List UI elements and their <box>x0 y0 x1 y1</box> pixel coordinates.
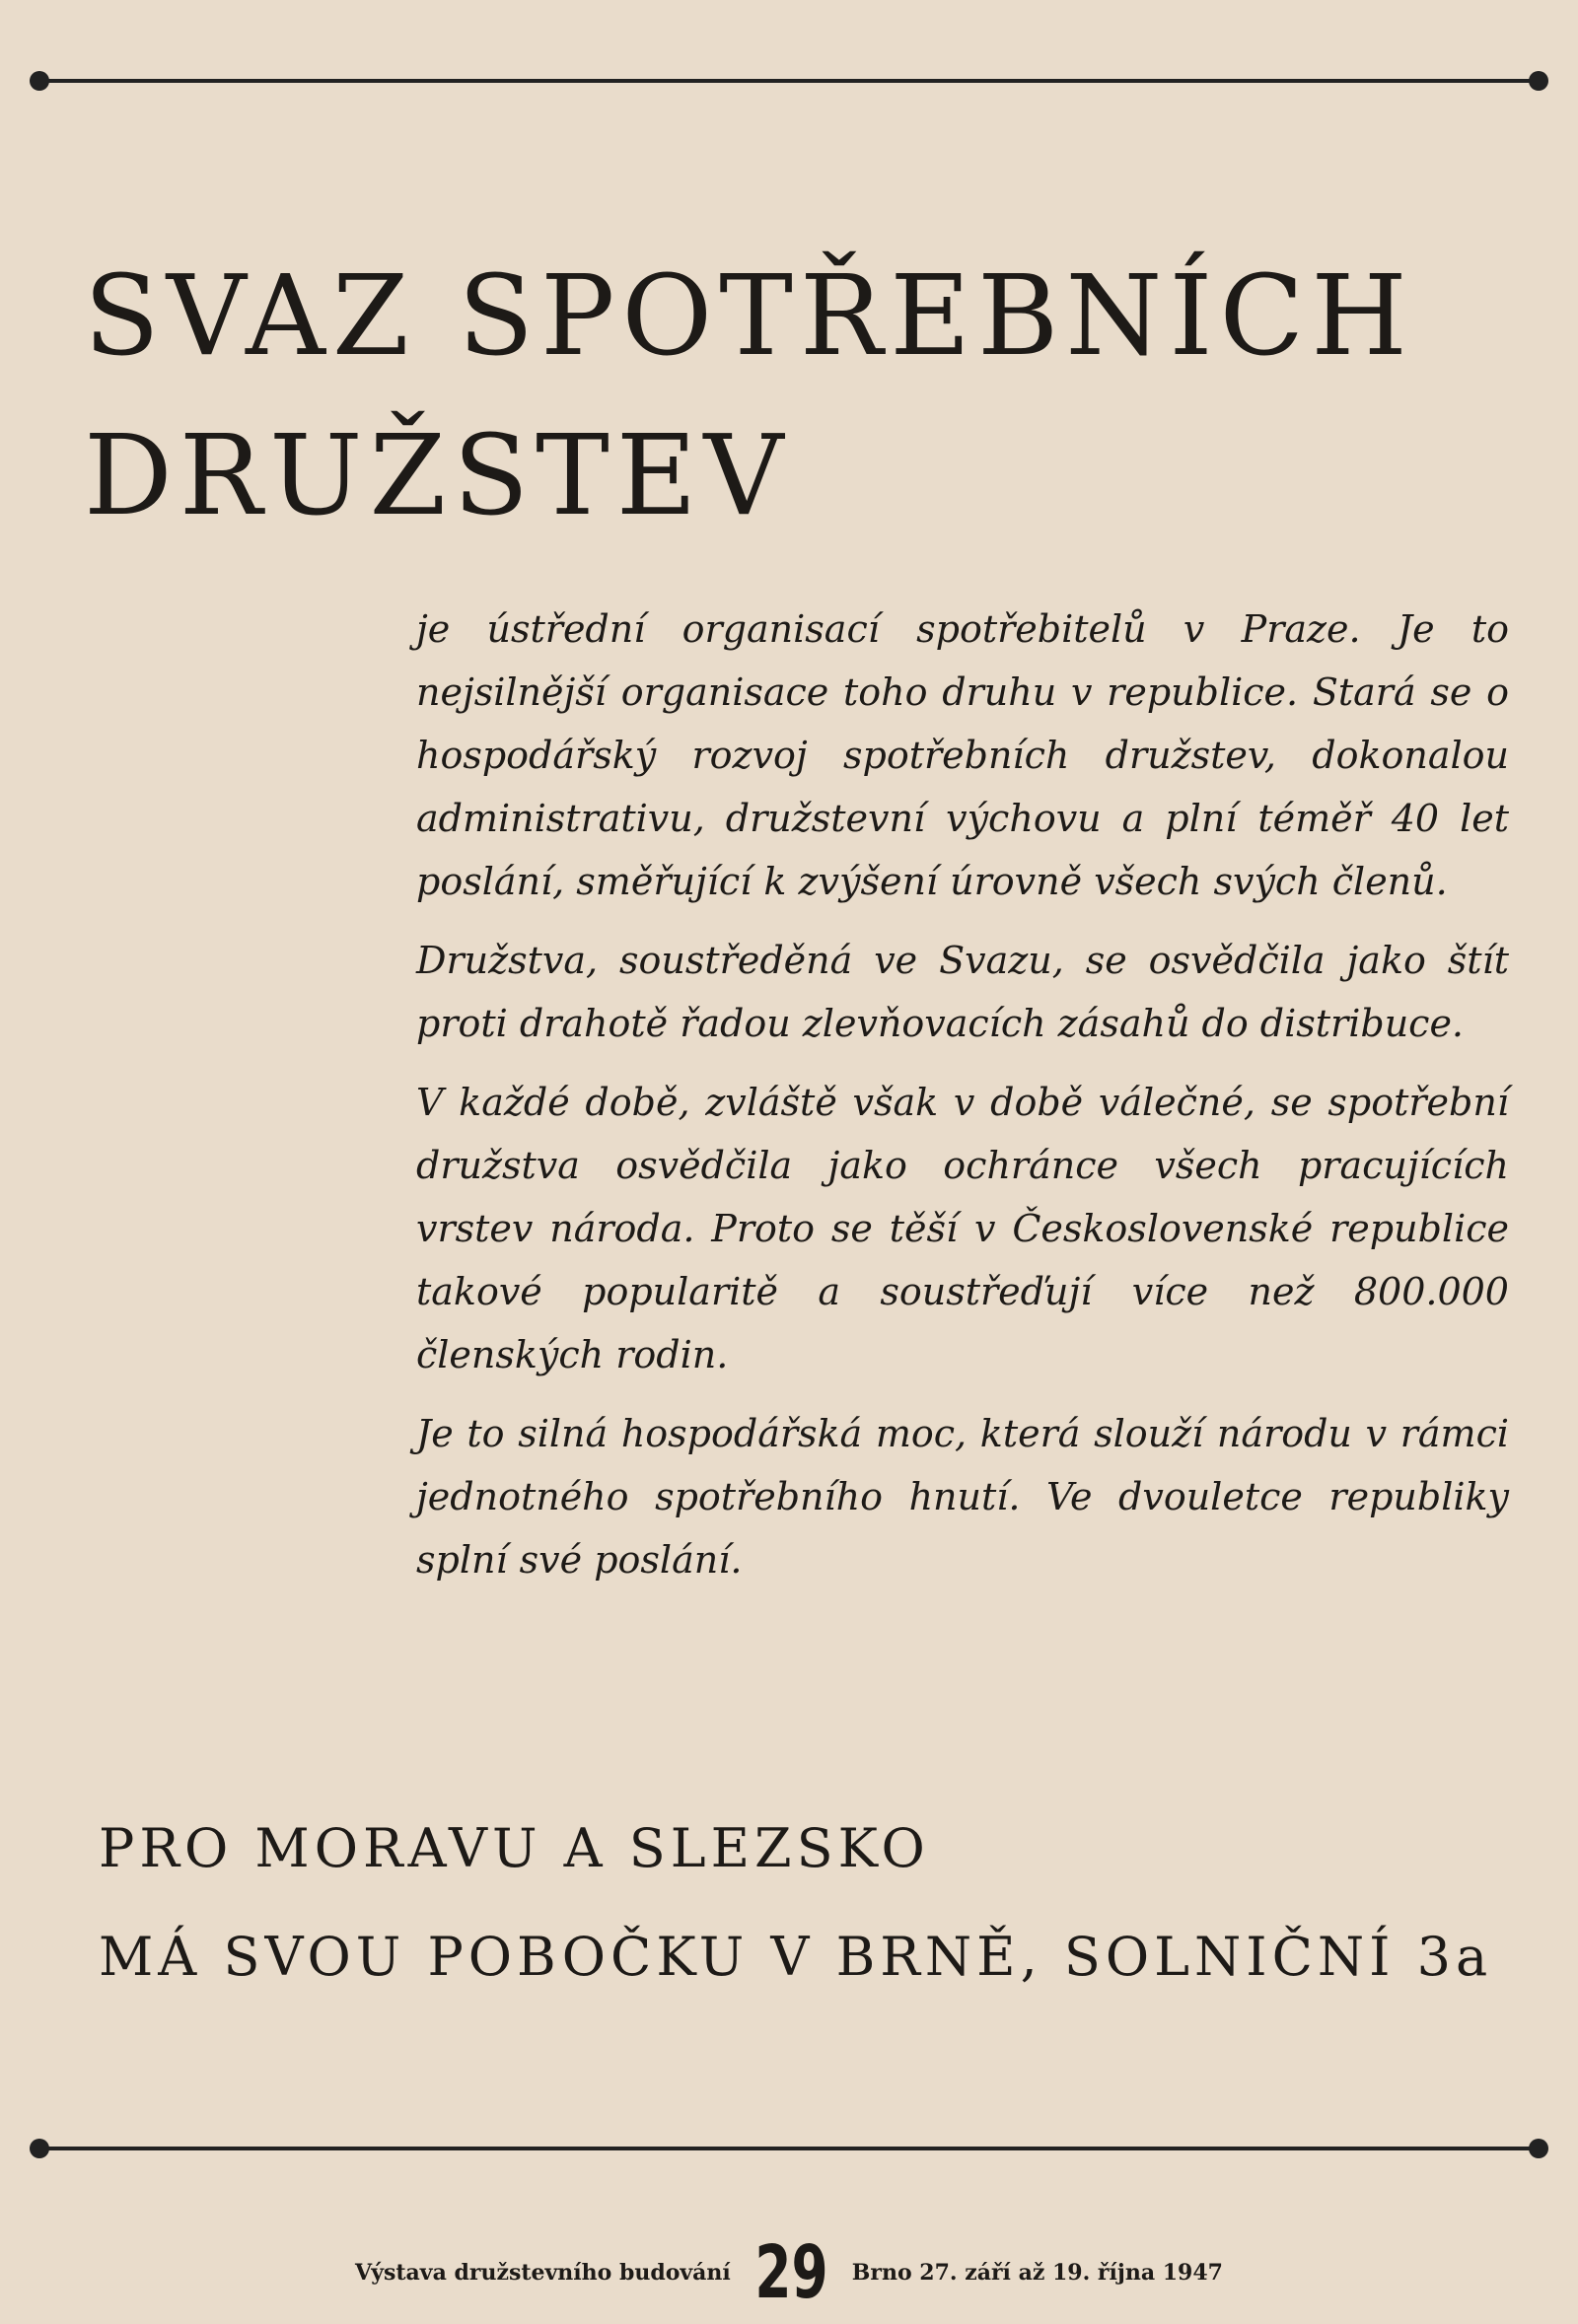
paragraph-4: Je to silná hospodářská moc, která slouží národu v rámci jednotného spotřebního hnutí. Ve dvouletce republiky splní své poslání. <box>416 1412 1509 1582</box>
page-title <box>84 237 1414 556</box>
page-footer <box>0 2230 1578 2315</box>
title-line-1: SVAZ SPOTŘEBNÍCH <box>84 252 1414 381</box>
page-number: 29 <box>754 2230 828 2315</box>
title-line-2: DRUŽSTEV <box>84 412 791 540</box>
branch-address <box>99 1795 1492 2011</box>
body-text <box>416 598 1509 1607</box>
footer-dates: Brno 27. září až 19. října 1947 <box>851 2260 1223 2286</box>
bottom-divider-rule <box>39 2147 1539 2150</box>
footer-exhibition-name: Výstava družstevního budování <box>355 2260 731 2286</box>
paragraph-3: V každé době, zvláště však v době válečné, se spotřební družstva osvědčila jako ochránce všech pracujících vrstev národa. Proto se těší v Československé republice takové popularitě a soustřeďují více než 800.000 členských rodin. <box>416 1081 1509 1376</box>
branch-line-1: PRO MORAVU A SLEZSKO <box>99 1817 930 1879</box>
branch-line-2: MÁ SVOU POBOČKU V BRNĚ, SOLNIČNÍ 3a <box>99 1926 1493 1988</box>
top-divider-rule <box>39 79 1539 83</box>
paragraph-1: je ústřední organisací spotřebitelů v Praze. Je to nejsilnější organisace toho druhu v republice. Stará se o hospodářský rozvoj spotřebních družstev, dokonalou administrativu, družstevní výchovu a plní téměř 40 let poslání, směřující k zvýšení úrovně všech svých členů. <box>416 607 1509 903</box>
paragraph-2: Družstva, soustředěná ve Svazu, se osvědčila jako štít proti drahotě řadou zlevňovacích zásahů do distribuce. <box>416 939 1509 1045</box>
